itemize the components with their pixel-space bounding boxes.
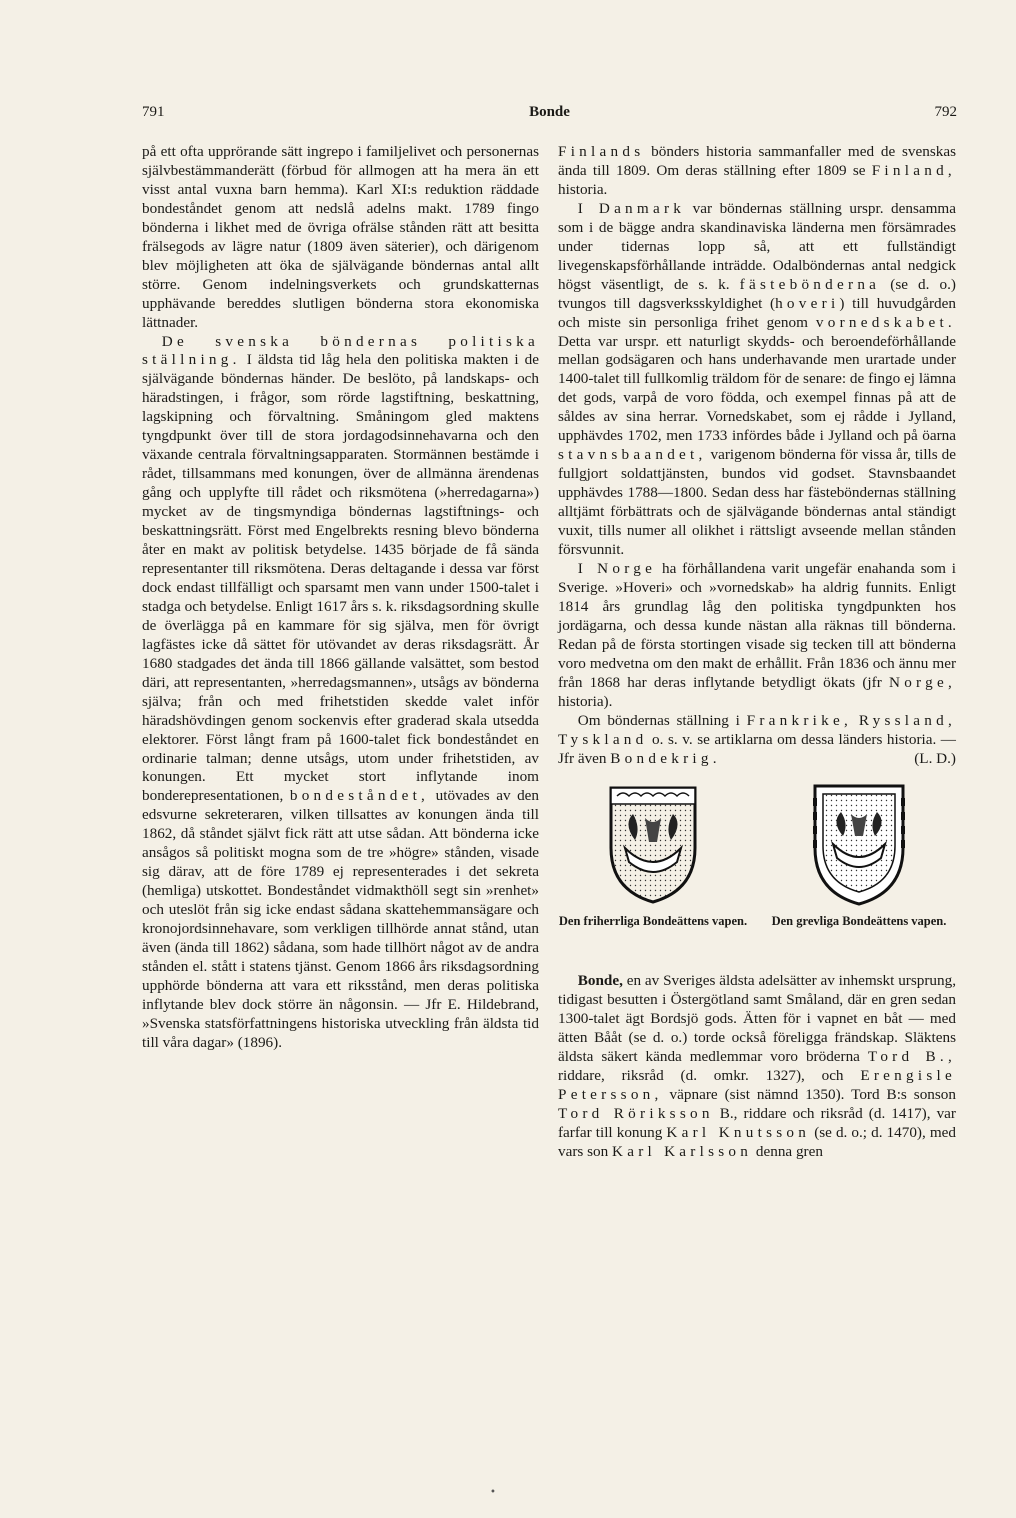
paragraph: I Danmark var böndernas ställning urspr. densamma som i de bägge andra skandinaviska länderna men försämrades under tidernas lopp så, att ett fullständigt livegenskapsförhållande inträdde. Odalböndernas antal nedgick högst väsentligt, de s. k. fästebönderna (se d. o.) tvungos till dagsverksskyldighet (hoveri) till huvudgården och miste sin personliga frihet genom vornedskabet. Detta var urspr. ett naturligt skydds- och beroendeförhållande mellan godsägaren och hans underhavande men urartade under 1400-talet till fullkomlig träldom för de senare: de fingo ej lämna det gods, varpå de voro födda, och exempel finnas på att de såldes av sina herrar. Vornedskabet, som ej rådde i Jylland, upphävdes 1702, men 1733 infördes både i Jylland och på öarna stavnsbaandet, varigenom bönderna för vissa år, tills de fullgjort soldattjänsten, bundos vid godset. Stavnsbaandet upphävdes 1788—1800. Sedan dess har fästeböndernas ställning alltjämt förbättrats och de självägande böndernas antal ständigt vuxit, tills numer all olikhet i rättsligt avseende mellan stånden försvunnit. xyxy=(558,199,956,559)
author-signature: (L. D.) xyxy=(914,749,956,767)
paragraph: De svenska böndernas politiska ställning. I äldsta tid låg hela den politiska makten i de självägande böndernas händer. De beslöto, på landskaps- och häradstingen, i frågor, som rörde lagstiftning, beskattning, lagskipning och förvaltning. Småningom gled maktens tyngdpunkt över till de stora jordagodsinnehavarna och den växande centrala förvaltningsapparaten. Stormännen bestämde i rådet, tillsammans med konungen, över de allmänna ärendenas gång och upplyfte till rådet och riksmötena (»herredagarna») mycket av de tingsmyndiga böndernas lagstiftnings- och beskattningsrätt. Först med Engelbrekts resning blevo bönderna åter en makt av politisk betydelse. 1435 började de få sända representanter till riksmötena. Deras deltagande i dessa var först dock endast tillfälligt och sparsamt men vann under 1500-talet i stadga och betydelse. Enligt 1617 års s. k. riksdagsordning skulle de överlägga på en kammare för sig själva, men för övrigt lagfästes icke då sättet för utövandet av deras riksdagsrätt. År 1680 stadgades det ända till 1866 gällande valsättet, som bestod däri, att representanten, »herredagsmannen», utsågs av bönderna själva; från och med frihetstiden skedde valet inför häradshövdingen genom sockenvis efter graderad skala utsedda elektorer. Först långt fram på 1600-talet fick bondeståndet en ordinarie talman; denne utsågs, utom under frihetstiden, av konungen. Ett mycket stort inflytande inom bonderepresentationen, bondeståndet, utövades av den edsvurne sekreteraren, vilken tillsattes av konungen ända till 1862, då ståndet självt fick rätt att utse sådan. Att bönderna icke ansågos så politiskt mogna som de tre »högre» stånden, visade sig därav, att de före 1789 ej representerades i det sekreta (hemliga) utskottet. Bondeståndet vidmakthöll segt sin »renhet» och uteslöt från sig icke endast sådana skattehemmansägare och kronojordsinnehavare, som verkligen tillhörde annat stånd, utan även (ända till 1862) sådana, som hade tillhört något av de andra stånden el. stått i statens tjänst. Genom 1866 års riksdagsordning upphörde bönderna att vara ett riksstånd, men deras politiska inflytande blev dock större än någonsin. — Jfr E. Hildebrand, »Svenska statsförfattningens historiska utveckling från äldsta tid till våra dagar» (1896). xyxy=(142,332,540,1051)
coat-of-arms-figures xyxy=(558,778,956,968)
figure-comital-arms xyxy=(764,778,954,929)
paragraph: Finlands bönders historia sammanfaller med de svenskas ända till 1809. Om deras ställning efter 1809 se Finland, historia. xyxy=(558,143,956,198)
figure-caption: Den friherrliga Bondeättens vapen. xyxy=(558,914,748,929)
coat-of-arms-comital-image xyxy=(809,778,909,908)
left-column xyxy=(142,143,539,1053)
entry-headword: Bonde, xyxy=(577,972,623,990)
coat-of-arms-baronial-image xyxy=(603,778,703,908)
paragraph: på ett ofta upprörande sätt ingrepo i familjelivet och personernas självbestämmanderätt (förbud för allmogen att ha mera än ett visst antal vuxna barn hemma). Karl XI:s reduktion räddade bondeståndet genom att nedslå adelns makt. 1789 fingo bönderna i likhet med de övriga ofrälse stånden rätt att besitta frälsegods av lägre natur (1809 även säterier), och därigenom blev möjligheten att öka de självägande böndernas antal allt större. Genom indelningsverkets och grundskatternas upphävande bereddes slutligen bönderna stora ekonomiska lättnader. xyxy=(142,143,539,331)
spaced-heading: De svenska böndernas politiska ställning. xyxy=(142,332,539,369)
figure-baronial-arms xyxy=(558,778,748,929)
running-title: Bonde xyxy=(529,104,570,120)
left-page-number: 791 xyxy=(142,104,165,120)
print-mark: • xyxy=(490,1487,496,1498)
paragraph: I Norge ha förhållandena varit ungefär enahanda som i Sverige. »Hoveri» och »vornedskab» ha aldrig funnits. Enligt 1814 års grundlag låg den politiska tyngdpunkten hos jordägarna, och dessa kunde nästan alla räknas till bönderna. Redan på de första stortingen visade sig tecken till att bönderna voro medvetna om den makt de erhållit. Från 1836 och ännu mer från 1868 har deras inflytande betydligt ökats (jfr Norge, historia). xyxy=(558,559,956,710)
spaced-term: bondeståndet, xyxy=(289,787,430,805)
paragraph: Om böndernas ställning i Frankrike, Ryssland, Tyskland o. s. v. se artiklarna om dessa länders historia. — Jfr även Bondekrig. (L. D.) xyxy=(558,711,957,767)
right-page-number: 792 xyxy=(934,104,957,120)
paragraph: Bonde, en av Sveriges äldsta adelsätter av inhemskt ursprung, tidigast besutten i Östergötland samt Småland, där en gren sedan 1300-talet ägt Bordsjö gods. Ätten för i vapnet en båt — med ätten Bååt (se d. o.) torde också föreligga frändskap. Släktens äldsta säkert kända medlemmar voro bröderna Tord B., riddare, riksråd (d. omkr. 1327), och Erengisle Petersson, väpnare (sist nämnd 1350). Tord B:s sonson Tord Röriksson B., riddare och riksråd (d. 1417), var farfar till konung Karl Knutsson (se d. o.; d. 1470), med vars son Karl Karlsson denna gren xyxy=(558,972,957,1161)
right-column xyxy=(558,143,956,1162)
page-header xyxy=(142,104,957,126)
figure-caption: Den grevliga Bondeättens vapen. xyxy=(771,914,947,929)
